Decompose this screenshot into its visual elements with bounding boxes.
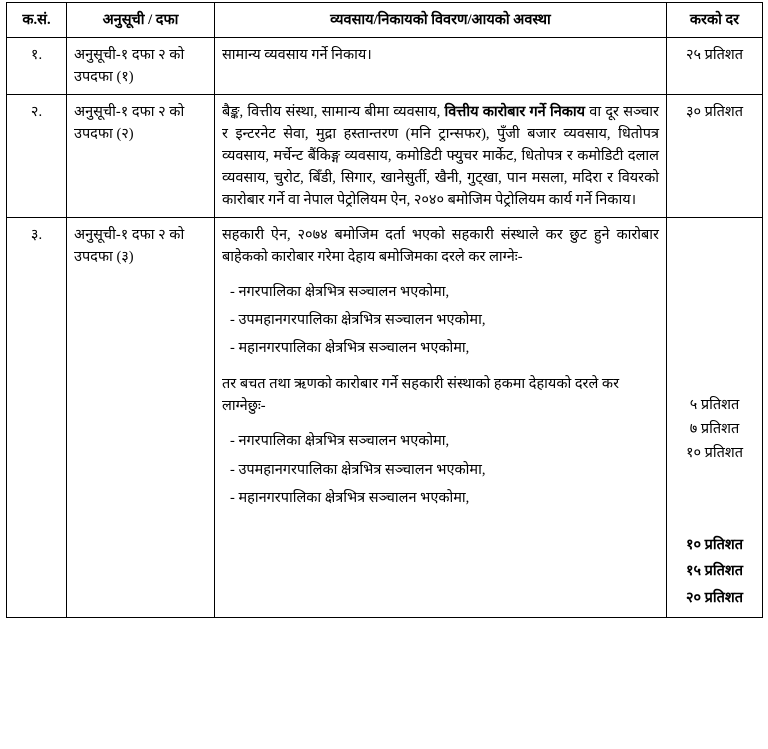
row-schedule-section: अनुसूची-१ दफा २ को उपदफा (१) [67,38,215,95]
tax-rate-table [6,2,763,618]
rate-value: १५ प्रतिशत [685,563,744,580]
row-schedule-section: अनुसूची-१ दफा २ को उपदफा (३) [67,218,215,618]
description-intro: सहकारी ऐन, २०७४ बमोजिम दर्ता भएको सहकारी संस्थाले कर छुट हुने कारोबार बाहेकको कारोबार गरेमा देहाय बमोजिमका दरले कर लाग्नेः- [222,227,659,266]
list-item: - उपमहानगरपालिका क्षेत्रभित्र सञ्चालन भएकोमा, [230,461,486,478]
table-header [7,3,763,38]
header-row [7,3,763,38]
rate-spacer [674,224,755,394]
header-description: व्यवसाय/निकायको विवरण/आयको अवस्था [215,3,667,38]
table-body [7,38,763,618]
row-description [215,95,667,218]
description-text: सामान्य व्यवसाय गर्ने निकाय। [222,47,372,64]
row-tax-rate: २५ प्रतिशत [667,38,763,95]
description-highlight: वित्तीय कारोबार गर्ने निकाय [444,104,586,121]
row-schedule-section: अनुसूची-१ दफा २ को उपदफा (२) [67,95,215,218]
header-tax-rate: करको दर [667,3,763,38]
rate-value: १० प्रतिशत [685,445,744,462]
table-row [7,38,763,95]
description-part-one: बैङ्क, वित्तीय संस्था, सामान्य बीमा व्यवसाय, [222,104,445,121]
row-description [215,38,667,95]
row-serial-number: १. [7,38,67,95]
row-tax-rate [667,218,763,618]
header-serial-number: क.सं. [7,3,67,38]
list-item: - महानगरपालिका क्षेत्रभित्र सञ्चालन भएकोमा, [230,489,470,506]
description-bullet-list-b [222,430,659,508]
rate-spacer [674,466,755,532]
description-text [222,101,659,211]
rate-value: ५ प्रतिशत [689,397,740,414]
row-serial-number: २. [7,95,67,218]
list-item: - नगरपालिका क्षेत्रभित्र सञ्चालन भएकोमा, [230,433,450,450]
rate-value: ७ प्रतिशत [689,421,740,438]
rate-value: २० प्रतिशत [685,589,744,606]
row-description [215,218,667,618]
rate-group-savings-credit [674,532,755,611]
description-note: तर बचत तथा ऋणको कारोबार गर्ने सहकारी संस्थाको हकमा देहायको दरले कर लाग्नेछुः- [222,376,619,415]
list-item: - उपमहानगरपालिका क्षेत्रभित्र सञ्चालन भएकोमा, [230,312,486,329]
description-bullet-list-a [222,281,659,359]
row-tax-rate: ३० प्रतिशत [667,95,763,218]
description-part-two: वा दूर सञ्चार र इन्टरनेट सेवा, मुद्रा हस्तान्तरण (मनि ट्रान्सफर), पुँजी बजार व्यवसाय, धितोपत्र व्यवसाय, मर्चेन्ट बैंकिङ्ग व्यवसाय, कमोडिटी फ्युचर मार्केट, धितोपत्र र कमोडिटी दलाल व्यवसाय, चुरोट, बिँडी, सिगार, खानेसुर्ती, खैनी, गुट्खा, पान मसला, मदिरा र वियरको कारोबार गर्ने वा नेपाल पेट्रोलियम ऐन, २०४० बमोजिम पेट्रोलियम कार्य गर्ने निकाय। [222,104,659,209]
header-schedule-section: अनुसूची / दफा [67,3,215,38]
rate-value: १० प्रतिशत [685,537,744,554]
list-item: - महानगरपालिका क्षेत्रभित्र सञ्चालन भएकोमा, [230,340,470,357]
row-serial-number: ३. [7,218,67,618]
table-row [7,218,763,618]
list-item: - नगरपालिका क्षेत्रभित्र सञ्चालन भएकोमा, [230,284,450,301]
table-row [7,95,763,218]
rate-group-general [674,394,755,466]
